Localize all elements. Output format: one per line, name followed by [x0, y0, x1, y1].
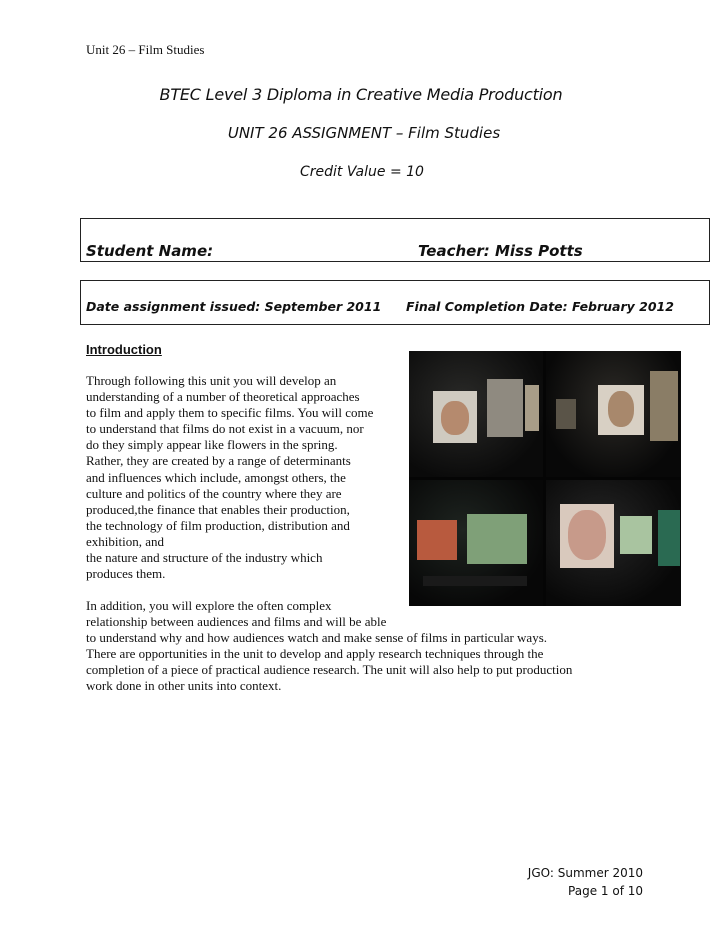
text-line: do they simply appear like flowers in the spring.	[86, 437, 338, 453]
text-line: the technology of film production, distribution and	[86, 517, 350, 533]
text-line: completion of a piece of practical audience research. The unit will also help to put production	[86, 662, 573, 678]
projection-screen	[417, 520, 457, 560]
running-header: Unit 26 – Film Studies	[86, 42, 205, 57]
text-line: produced,the finance that enables their production,	[86, 501, 350, 517]
student-name-label: Student Name:	[86, 242, 214, 260]
projection-screen	[525, 385, 539, 431]
projection-screen	[556, 399, 576, 429]
teacher-label: Teacher: Miss Potts	[418, 242, 583, 260]
date-issued: Date assignment issued: September 2011	[86, 299, 382, 314]
face-image	[568, 510, 606, 560]
text-line: understanding of a number of theoretical approaches	[86, 389, 360, 405]
text-line: work done in other units into context.	[86, 678, 282, 694]
projection-screen	[658, 510, 680, 566]
course-title: BTEC Level 3 Diploma in Creative Media Production	[159, 85, 563, 104]
credit-value: Credit Value = 10	[300, 164, 424, 180]
projection-screen	[650, 371, 678, 441]
text-line: to film and apply them to specific films. You will come	[86, 405, 374, 421]
photo-panel	[546, 351, 681, 477]
introduction-paragraph-2	[86, 598, 646, 695]
gallery-installation-photo	[409, 351, 681, 606]
photo-panel	[409, 480, 543, 606]
text-line: There are opportunities in the unit to develop and apply research techniques through the	[86, 646, 544, 662]
text-line: relationship between audiences and films and will be able	[86, 614, 387, 630]
text-line: to understand why and how audiences watch and make sense of films in particular ways.	[86, 630, 548, 646]
text-line: the nature and structure of the industry which	[86, 550, 323, 566]
text-line: to understand that films do not exist in a vacuum, nor	[86, 421, 364, 437]
footer-page-number: Page 1 of 10	[568, 884, 643, 898]
projection-screen	[487, 379, 523, 437]
text-line: and influences which include, amongst others, the	[86, 469, 346, 485]
introduction-heading: Introduction	[86, 342, 162, 357]
face-image	[441, 401, 469, 435]
face-image	[608, 391, 634, 427]
text-line: Rather, they are created by a range of determinants	[86, 453, 351, 469]
photo-panel	[546, 480, 681, 606]
projection-screen	[620, 516, 652, 554]
text-line: Through following this unit you will develop an	[86, 373, 337, 388]
introduction-paragraph-1	[86, 373, 416, 582]
assignment-title: UNIT 26 ASSIGNMENT – Film Studies	[227, 124, 501, 142]
photo-panel	[409, 351, 543, 477]
text-line: exhibition, and	[86, 533, 164, 549]
completion-date: Final Completion Date: February 2012	[406, 299, 674, 314]
text-line: produces them.	[86, 566, 166, 582]
text-line: In addition, you will explore the often complex	[86, 598, 332, 613]
projection-screen	[467, 514, 527, 564]
text-line: culture and politics of the country where they are	[86, 485, 342, 501]
footer-author-date: JGO: Summer 2010	[527, 866, 643, 880]
floor-reflection	[423, 576, 527, 586]
